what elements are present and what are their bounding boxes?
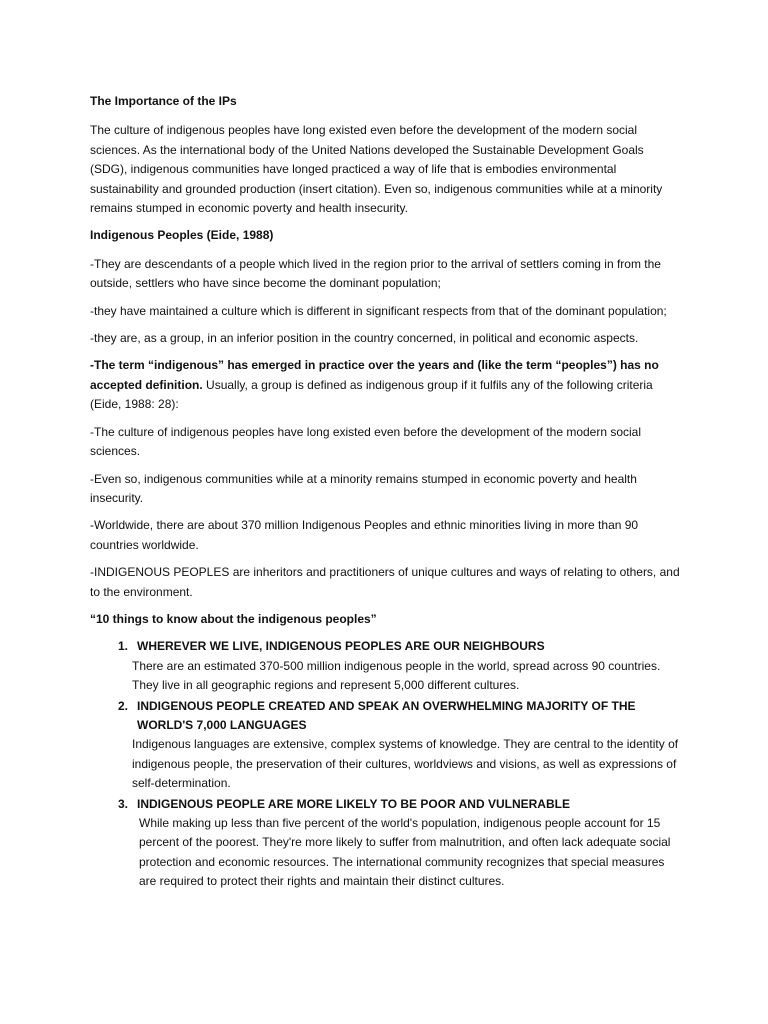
list-item-number: 1. <box>118 639 129 654</box>
paragraph-term-definition <box>90 356 682 414</box>
term-definition-bold: -The term “indigenous” has emerged in practice over the years and (like the term “peoples”) has no accepted definition. <box>90 358 659 392</box>
list-item-number: 2. <box>118 698 129 713</box>
section-heading-ten-things: “10 things to know about the indigenous peoples” <box>90 611 377 626</box>
list-item <box>90 697 682 794</box>
paragraph-culture-maintained: -they have maintained a culture which is different in significant respects from that of the dominant population; <box>90 303 667 318</box>
paragraph-worldwide: -Worldwide, there are about 370 million Indigenous Peoples and ethnic minorities living in more than 90 countries worldwide. <box>90 518 639 552</box>
ten-things-list <box>90 637 682 891</box>
section-heading-indigenous-peoples: Indigenous Peoples (Eide, 1988) <box>90 228 274 243</box>
list-item <box>90 637 682 695</box>
paragraph-descendants: -They are descendants of a people which lived in the region prior to the arrival of settlers coming in from the outside, settlers who have since become the dominant population; <box>90 256 661 291</box>
paragraph-inferior-position: -they are, as a group, in an inferior position in the country concerned, in political and economic aspects. <box>90 331 639 346</box>
paragraph-culture-existed: -The culture of indigenous peoples have long existed even before the development of the modern social sciences. <box>90 424 642 459</box>
paragraph-even-so: -Even so, indigenous communities while at a minority remains stumped in economic poverty and health insecurity. <box>90 471 637 505</box>
document-title: The Importance of the IPs <box>90 94 237 108</box>
list-item-number: 3. <box>118 796 129 811</box>
list-item-heading: INDIGENOUS PEOPLE CREATED AND SPEAK AN OVERWHELMING MAJORITY OF THE WORLD'S 7,000 LANGUAGES <box>137 698 636 732</box>
list-item <box>90 795 682 892</box>
list-item-heading: INDIGENOUS PEOPLE ARE MORE LIKELY TO BE POOR AND VULNERABLE <box>137 796 570 811</box>
list-item-body: While making up less than five percent of the world's population, indigenous people account for 15 percent of the poorest. They're more likely to suffer from malnutrition, and often lack adequate social protection and economic resources. The international community recognizes that special measures are required to protect their rights and maintain their distinct cultures. <box>139 816 671 889</box>
list-item-heading: WHEREVER WE LIVE, INDIGENOUS PEOPLES ARE OUR NEIGHBOURS <box>137 639 545 654</box>
document-page <box>90 92 682 892</box>
list-item-body: There are an estimated 370-500 million indigenous people in the world, spread across 90 countries. They live in all geographic regions and represent 5,000 different cultures. <box>132 658 661 693</box>
paragraph-inheritors: -INDIGENOUS PEOPLES are inheritors and practitioners of unique cultures and ways of relating to others, and to the environment. <box>90 565 680 599</box>
term-definition-rest: Usually, a group is defined as indigenous group if it fulfils any of the following criteria (Eide, 1988: 28): <box>90 377 653 412</box>
list-item-body: Indigenous languages are extensive, complex systems of knowledge. They are central to the identity of indigenous people, the preservation of their cultures, worldviews and visions, as well as expressions of self-determination. <box>132 737 679 791</box>
intro-paragraph: The culture of indigenous peoples have long existed even before the development of the modern social sciences. As the international body of the United Nations developed the Sustainable Development Goals (SDG), indigenous communities have longed practiced a way of life that is embodies environmental sustainability and grounded production (insert citation). Even so, indigenous communities while at a minority remains stumped in economic poverty and health insecurity. <box>90 123 663 216</box>
